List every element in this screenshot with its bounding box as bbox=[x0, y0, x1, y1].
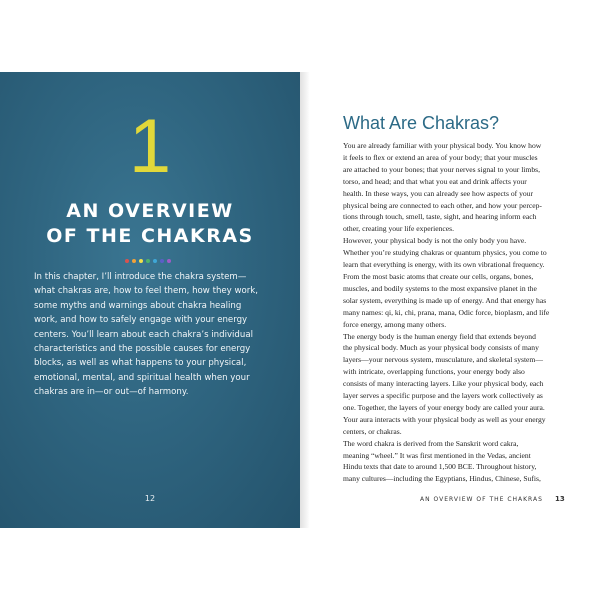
left-page bbox=[0, 72, 300, 528]
chakra-dot-3 bbox=[139, 259, 143, 263]
chapter-title-line-1: AN OVERVIEW bbox=[66, 200, 234, 222]
page-number-right: 13 bbox=[555, 495, 565, 503]
chapter-title bbox=[0, 199, 300, 249]
right-page bbox=[300, 72, 600, 528]
chakra-dot-1 bbox=[125, 259, 129, 263]
chapter-title-line-2: OF THE CHAKRAS bbox=[46, 225, 254, 247]
running-head: AN OVERVIEW OF THE CHAKRAS bbox=[420, 496, 543, 503]
chakra-dot-5 bbox=[153, 259, 157, 263]
chakra-dot-6 bbox=[160, 259, 164, 263]
page-number-left: 12 bbox=[144, 494, 156, 503]
section-heading: What Are Chakras? bbox=[343, 113, 500, 133]
chapter-intro-text: In this chapter, I’ll introduce the chakra system— what chakras are, how to feel them, how they work, some myths and warnings about chakra healing work, and how to safely engage with your energy centers. You’ll learn about each chakra’s individual characteristics and the possible causes for energy blocks, as well as what happens to your physical, emotional, mental, and spiritual health when your chakras are in—or out—of harmony. bbox=[34, 272, 259, 398]
page-gutter-shadow bbox=[300, 72, 310, 528]
chakra-color-dots bbox=[125, 259, 171, 263]
body-text: You are already familiar with your physical body. You know how it feels to flex or extend an area of your body; that your muscles are attached to your bones; that your nerves signal to your limbs, torso, and head; and that what you eat and drink affects your health. In these ways, you can already see how aspects of your physical being are connected to each other, and how your percep- tions through touch, smell, taste, sight, and hearing inform each other, creating your life experiences. However, your physical body is not the only body you have. Whether you’re studying chakras or quantum physics, you come to learn that everything is energy, with its own vibrational frequency. From the most basic atoms that create our cells, organs, bones, muscles, and bodily systems to the most expansive planet in the solar system, everything is made up of energy. And that energy has many names: qi, ki, chi, prana, mana, Odic force, bioplasm, and life force energy, among many others. The energy body is the human energy field that extends beyond the physical body. Much as your physical body consists of many layers—your nervous system, musculature, and skeletal system— with intricate, overlapping functions, your energy body also consists of many interacting layers. Like your physical body, each layer serves a specific purpose and the layers work collectively as one. Together, the layers of your energy body are called your aura. Your aura interacts with your physical body as well as your energy centers, or chakras. The word chakra is derived from the Sanskrit word cakra, meaning “wheel.” It was first mentioned in the Vedas, ancient Hindu texts that date to around 1,500 BCE. Throughout history, many cultures—including the Egyptians, Hindus, Chinese, Sufis, bbox=[343, 141, 550, 484]
chakra-dot-4 bbox=[146, 259, 150, 263]
chakra-dot-2 bbox=[132, 259, 136, 263]
chakra-dot-7 bbox=[167, 259, 171, 263]
book-spread bbox=[0, 72, 600, 528]
chapter-number: 1 bbox=[128, 104, 172, 189]
